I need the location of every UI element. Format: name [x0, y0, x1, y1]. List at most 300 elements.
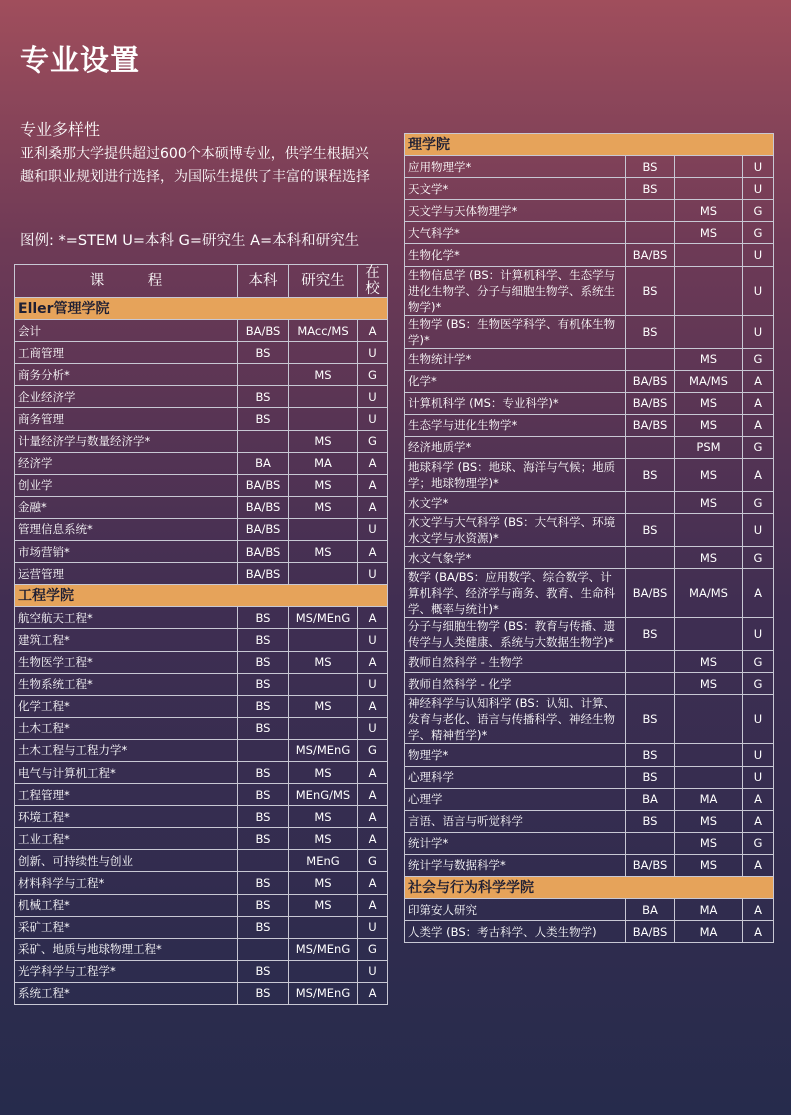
undergrad-degree: BS: [238, 828, 289, 850]
course-name: 化学*: [405, 370, 626, 392]
program-level: A: [743, 921, 774, 943]
course-name: 商务管理: [15, 408, 238, 430]
program-level: U: [358, 717, 388, 739]
table-row: [15, 916, 388, 938]
section-title: 社会与行为科学学院: [405, 876, 774, 898]
table-row: [15, 695, 388, 717]
table-row: [405, 569, 774, 618]
course-name: 创业学: [15, 474, 238, 496]
program-level: A: [358, 761, 388, 783]
graduate-degree: [675, 766, 743, 788]
undergrad-degree: [626, 832, 675, 854]
graduate-degree: MEnG: [289, 850, 358, 872]
graduate-degree: [289, 342, 358, 364]
graduate-degree: [675, 514, 743, 547]
table-row: [15, 806, 388, 828]
table-row: [405, 618, 774, 651]
program-level: A: [743, 459, 774, 492]
program-level: A: [358, 894, 388, 916]
program-level: U: [358, 673, 388, 695]
graduate-degree: MS: [675, 810, 743, 832]
table-row: [15, 496, 388, 518]
program-level: A: [358, 651, 388, 673]
course-name: 天文学与天体物理学*: [405, 200, 626, 222]
undergrad-degree: BS: [238, 386, 289, 408]
program-level: A: [358, 607, 388, 629]
course-name: 企业经济学: [15, 386, 238, 408]
table-row: [15, 717, 388, 739]
section-title: 理学院: [405, 134, 774, 156]
graduate-degree: MS: [289, 828, 358, 850]
table-row: [405, 788, 774, 810]
undergrad-degree: BS: [238, 761, 289, 783]
table-row: [405, 673, 774, 695]
table-row: [405, 392, 774, 414]
course-name: 工业工程*: [15, 828, 238, 850]
right-program-table: [404, 133, 774, 943]
undergrad-degree: [238, 430, 289, 452]
program-level: A: [358, 982, 388, 1004]
table-row: [405, 695, 774, 744]
program-level: A: [358, 872, 388, 894]
table-row: [15, 651, 388, 673]
course-name: 建筑工程*: [15, 629, 238, 651]
undergrad-degree: BA: [238, 452, 289, 474]
undergrad-degree: BS: [238, 916, 289, 938]
undergrad-degree: BA/BS: [238, 474, 289, 496]
undergrad-degree: BS: [238, 408, 289, 430]
table-row: [405, 810, 774, 832]
undergrad-degree: BS: [626, 459, 675, 492]
course-name: 光学科学与工程学*: [15, 960, 238, 982]
graduate-degree: [675, 244, 743, 266]
program-level: U: [358, 916, 388, 938]
left-program-table: [14, 264, 388, 1005]
undergrad-degree: [626, 436, 675, 458]
undergrad-degree: BA/BS: [626, 854, 675, 876]
program-level: A: [743, 569, 774, 618]
course-name: 应用物理学*: [405, 156, 626, 178]
table-row: [15, 761, 388, 783]
program-level: A: [743, 392, 774, 414]
table-row: [15, 320, 388, 342]
program-level: A: [743, 414, 774, 436]
graduate-degree: MA: [675, 788, 743, 810]
undergrad-degree: BA: [626, 899, 675, 921]
graduate-degree: [289, 916, 358, 938]
undergrad-degree: BA: [626, 788, 675, 810]
program-level: G: [358, 430, 388, 452]
table-row: [15, 342, 388, 364]
table-row: [15, 563, 388, 585]
graduate-degree: MS/MEnG: [289, 739, 358, 761]
table-row: [405, 832, 774, 854]
undergrad-degree: BS: [626, 266, 675, 315]
header-undergrad: 本科: [238, 265, 289, 298]
table-row: [15, 430, 388, 452]
course-name: 电气与计算机工程*: [15, 761, 238, 783]
table-row: [405, 348, 774, 370]
program-level: A: [743, 854, 774, 876]
graduate-degree: MS: [289, 541, 358, 563]
course-name: 商务分析*: [15, 364, 238, 386]
table-row: [15, 828, 388, 850]
program-level: G: [358, 364, 388, 386]
course-name: 系统工程*: [15, 982, 238, 1004]
program-level: U: [743, 178, 774, 200]
undergrad-degree: BA/BS: [626, 244, 675, 266]
graduate-degree: MS: [675, 651, 743, 673]
course-name: 统计学与数据科学*: [405, 854, 626, 876]
graduate-degree: MS: [675, 492, 743, 514]
program-level: G: [358, 850, 388, 872]
table-row: [15, 784, 388, 806]
graduate-degree: [289, 563, 358, 585]
header-graduate: 研究生: [289, 265, 358, 298]
table-row: [405, 921, 774, 943]
table-row: [405, 178, 774, 200]
table-row: [405, 854, 774, 876]
graduate-degree: MS: [675, 414, 743, 436]
graduate-degree: MEnG/MS: [289, 784, 358, 806]
undergrad-degree: BS: [626, 766, 675, 788]
program-level: A: [743, 788, 774, 810]
undergrad-degree: BS: [238, 784, 289, 806]
course-name: 生物系统工程*: [15, 673, 238, 695]
page-title: 专业设置: [20, 43, 141, 77]
course-name: 水文气象学*: [405, 547, 626, 569]
program-level: G: [743, 832, 774, 854]
program-level: A: [358, 806, 388, 828]
graduate-degree: MS: [289, 430, 358, 452]
program-level: U: [358, 342, 388, 364]
undergrad-degree: BS: [626, 810, 675, 832]
table-row: [405, 436, 774, 458]
undergrad-degree: BS: [238, 673, 289, 695]
undergrad-degree: [238, 364, 289, 386]
graduate-degree: [675, 315, 743, 348]
graduate-degree: MS: [289, 364, 358, 386]
table-row: [15, 518, 388, 540]
course-name: 数学 (BA/BS：应用数学、综合数学、计算机科学、经济学与商务、教育、生命科学、概率与统计)*: [405, 569, 626, 618]
section-row: [15, 585, 388, 607]
program-level: U: [743, 315, 774, 348]
course-name: 物理学*: [405, 744, 626, 766]
intro-line: 趣和职业规划进行选择，为国际生提供了丰富的课程选择: [20, 169, 370, 185]
course-name: 会计: [15, 320, 238, 342]
course-name: 环境工程*: [15, 806, 238, 828]
program-level: U: [358, 518, 388, 540]
program-level: A: [358, 320, 388, 342]
table-row: [15, 364, 388, 386]
course-name: 教师自然科学 - 化学: [405, 673, 626, 695]
program-level: G: [743, 348, 774, 370]
course-name: 市场营销*: [15, 541, 238, 563]
table-row: [15, 982, 388, 1004]
undergrad-degree: [626, 348, 675, 370]
course-name: 印第安人研究: [405, 899, 626, 921]
graduate-degree: MS: [289, 474, 358, 496]
intro-heading: 专业多样性: [20, 120, 101, 139]
program-level: G: [743, 200, 774, 222]
graduate-degree: MS: [289, 872, 358, 894]
table-row: [15, 673, 388, 695]
graduate-degree: MAcc/MS: [289, 320, 358, 342]
table-row: [15, 739, 388, 761]
program-level: U: [358, 563, 388, 585]
course-name: 金融*: [15, 496, 238, 518]
course-name: 管理信息系统*: [15, 518, 238, 540]
table-row: [15, 894, 388, 916]
graduate-degree: MS: [675, 459, 743, 492]
course-name: 材料科学与工程*: [15, 872, 238, 894]
program-level: U: [743, 514, 774, 547]
graduate-degree: MS: [289, 894, 358, 916]
graduate-degree: [675, 178, 743, 200]
graduate-degree: [289, 629, 358, 651]
table-row: [15, 960, 388, 982]
course-name: 天文学*: [405, 178, 626, 200]
graduate-degree: [289, 960, 358, 982]
graduate-degree: MS: [675, 673, 743, 695]
undergrad-degree: BS: [238, 651, 289, 673]
table-row: [405, 222, 774, 244]
graduate-degree: [675, 618, 743, 651]
undergrad-degree: BA/BS: [238, 518, 289, 540]
graduate-degree: [675, 266, 743, 315]
program-level: G: [743, 547, 774, 569]
course-name: 神经科学与认知科学 (BS：认知、计算、发育与老化、语言与传播科学、神经生物学、精神哲学)*: [405, 695, 626, 744]
undergrad-degree: BS: [626, 695, 675, 744]
program-level: A: [358, 452, 388, 474]
graduate-degree: MS: [289, 695, 358, 717]
table-row: [15, 872, 388, 894]
undergrad-degree: BS: [238, 629, 289, 651]
table-row: [15, 452, 388, 474]
course-name: 工商管理: [15, 342, 238, 364]
course-name: 人类学 (BS：考古科学、人类生物学): [405, 921, 626, 943]
graduate-degree: MS/MEnG: [289, 938, 358, 960]
table-row: [405, 766, 774, 788]
undergrad-degree: BA/BS: [238, 496, 289, 518]
graduate-degree: MA: [289, 452, 358, 474]
section-title: 工程学院: [15, 585, 388, 607]
table-row: [405, 156, 774, 178]
table-row: [405, 514, 774, 547]
program-level: A: [358, 784, 388, 806]
graduate-degree: MS: [289, 651, 358, 673]
program-level: G: [743, 436, 774, 458]
program-level: G: [358, 739, 388, 761]
program-level: G: [358, 938, 388, 960]
graduate-degree: [675, 744, 743, 766]
undergrad-degree: BA/BS: [626, 370, 675, 392]
table-row: [405, 244, 774, 266]
undergrad-degree: [626, 222, 675, 244]
course-name: 土木工程*: [15, 717, 238, 739]
course-name: 水文学与大气科学 (BS：大气科学、环境水文学与水资源)*: [405, 514, 626, 547]
table-row: [405, 459, 774, 492]
course-name: 机械工程*: [15, 894, 238, 916]
graduate-degree: MA/MS: [675, 370, 743, 392]
table-row: [15, 474, 388, 496]
course-name: 运营管理: [15, 563, 238, 585]
graduate-degree: [289, 408, 358, 430]
course-name: 生物统计学*: [405, 348, 626, 370]
table-row: [405, 414, 774, 436]
undergrad-degree: BA/BS: [238, 320, 289, 342]
undergrad-degree: BS: [626, 178, 675, 200]
program-level: A: [743, 899, 774, 921]
program-level: U: [358, 629, 388, 651]
course-name: 计量经济学与数量经济学*: [15, 430, 238, 452]
program-level: A: [358, 695, 388, 717]
course-name: 经济学: [15, 452, 238, 474]
program-level: A: [358, 828, 388, 850]
program-level: U: [743, 156, 774, 178]
course-name: 采矿、地质与地球物理工程*: [15, 938, 238, 960]
graduate-degree: MS: [289, 806, 358, 828]
table-row: [405, 744, 774, 766]
program-level: U: [358, 386, 388, 408]
graduate-degree: [289, 386, 358, 408]
undergrad-degree: BS: [626, 618, 675, 651]
program-level: A: [358, 541, 388, 563]
undergrad-degree: BS: [626, 514, 675, 547]
undergrad-degree: BA/BS: [626, 569, 675, 618]
program-level: U: [743, 618, 774, 651]
program-level: U: [743, 744, 774, 766]
undergrad-degree: BA/BS: [626, 921, 675, 943]
program-level: U: [358, 960, 388, 982]
program-level: U: [743, 266, 774, 315]
undergrad-degree: [238, 850, 289, 872]
header-course: 课 程: [15, 265, 238, 298]
table-row: [15, 408, 388, 430]
undergrad-degree: [626, 651, 675, 673]
undergrad-degree: BA/BS: [238, 563, 289, 585]
course-name: 计算机科学 (MS：专业科学)*: [405, 392, 626, 414]
program-level: G: [743, 651, 774, 673]
program-level: G: [743, 222, 774, 244]
table-row: [405, 492, 774, 514]
program-level: G: [743, 492, 774, 514]
intro-body: [20, 143, 390, 189]
course-name: 生物医学工程*: [15, 651, 238, 673]
section-row: [405, 876, 774, 898]
course-name: 航空航天工程*: [15, 607, 238, 629]
undergrad-degree: BA/BS: [626, 414, 675, 436]
graduate-degree: [289, 717, 358, 739]
graduate-degree: MS: [675, 547, 743, 569]
undergrad-degree: BS: [238, 894, 289, 916]
graduate-degree: [675, 695, 743, 744]
course-name: 创新、可持续性与创业: [15, 850, 238, 872]
graduate-degree: [289, 673, 358, 695]
table-row: [15, 938, 388, 960]
course-name: 分子与细胞生物学 (BS：教育与传播、遗传学与人类健康、系统与大数据生物学)*: [405, 618, 626, 651]
undergrad-degree: BS: [626, 315, 675, 348]
program-level: U: [743, 766, 774, 788]
intro-line: 亚利桑那大学提供超过600个本硕博专业，供学生根据兴: [20, 146, 369, 162]
undergrad-degree: [238, 938, 289, 960]
program-level: G: [743, 673, 774, 695]
graduate-degree: MS: [675, 854, 743, 876]
section-title: Eller管理学院: [15, 298, 388, 320]
undergrad-degree: BS: [238, 960, 289, 982]
table-row: [405, 899, 774, 921]
table-row: [405, 370, 774, 392]
graduate-degree: MS: [675, 222, 743, 244]
graduate-degree: [675, 156, 743, 178]
undergrad-degree: [626, 200, 675, 222]
program-level: U: [743, 695, 774, 744]
course-name: 生物信息学 (BS：计算机科学、生态学与进化生物学、分子与细胞生物学、系统生物学)*: [405, 266, 626, 315]
table-row: [15, 629, 388, 651]
undergrad-degree: BS: [626, 744, 675, 766]
undergrad-degree: BS: [626, 156, 675, 178]
course-name: 生物学 (BS：生物医学科学、有机体生物学)*: [405, 315, 626, 348]
table-row: [405, 547, 774, 569]
course-name: 统计学*: [405, 832, 626, 854]
undergrad-degree: [626, 492, 675, 514]
program-level: A: [743, 370, 774, 392]
course-name: 经济地质学*: [405, 436, 626, 458]
undergrad-degree: BS: [238, 872, 289, 894]
course-name: 水文学*: [405, 492, 626, 514]
legend: 图例: *=STEM U=本科 G=研究生 A=本科和研究生: [20, 233, 360, 249]
program-level: A: [358, 496, 388, 518]
graduate-degree: [289, 518, 358, 540]
course-name: 采矿工程*: [15, 916, 238, 938]
graduate-degree: MS/MEnG: [289, 607, 358, 629]
course-name: 地球科学 (BS：地球、海洋与气候；地质学；地球物理学)*: [405, 459, 626, 492]
table-row: [405, 651, 774, 673]
graduate-degree: MS: [675, 348, 743, 370]
graduate-degree: MS: [675, 392, 743, 414]
course-name: 大气科学*: [405, 222, 626, 244]
undergrad-degree: [626, 673, 675, 695]
course-name: 化学工程*: [15, 695, 238, 717]
undergrad-degree: BS: [238, 342, 289, 364]
course-name: 心理科学: [405, 766, 626, 788]
graduate-degree: MS: [289, 496, 358, 518]
course-name: 土木工程与工程力学*: [15, 739, 238, 761]
section-row: [15, 298, 388, 320]
graduate-degree: MS: [675, 832, 743, 854]
table-row: [405, 315, 774, 348]
table-row: [15, 607, 388, 629]
graduate-degree: MS: [289, 761, 358, 783]
undergrad-degree: [238, 739, 289, 761]
course-name: 生态学与进化生物学*: [405, 414, 626, 436]
table-header-row: [15, 265, 388, 298]
program-level: U: [358, 408, 388, 430]
program-level: A: [743, 810, 774, 832]
course-name: 教师自然科学 - 生物学: [405, 651, 626, 673]
undergrad-degree: BS: [238, 607, 289, 629]
course-name: 生物化学*: [405, 244, 626, 266]
table-row: [15, 541, 388, 563]
undergrad-degree: [626, 547, 675, 569]
course-name: 工程管理*: [15, 784, 238, 806]
undergrad-degree: BS: [238, 982, 289, 1004]
table-row: [405, 266, 774, 315]
undergrad-degree: BS: [238, 806, 289, 828]
course-name: 言语、语言与听觉科学: [405, 810, 626, 832]
graduate-degree: MA/MS: [675, 569, 743, 618]
graduate-degree: MA: [675, 899, 743, 921]
